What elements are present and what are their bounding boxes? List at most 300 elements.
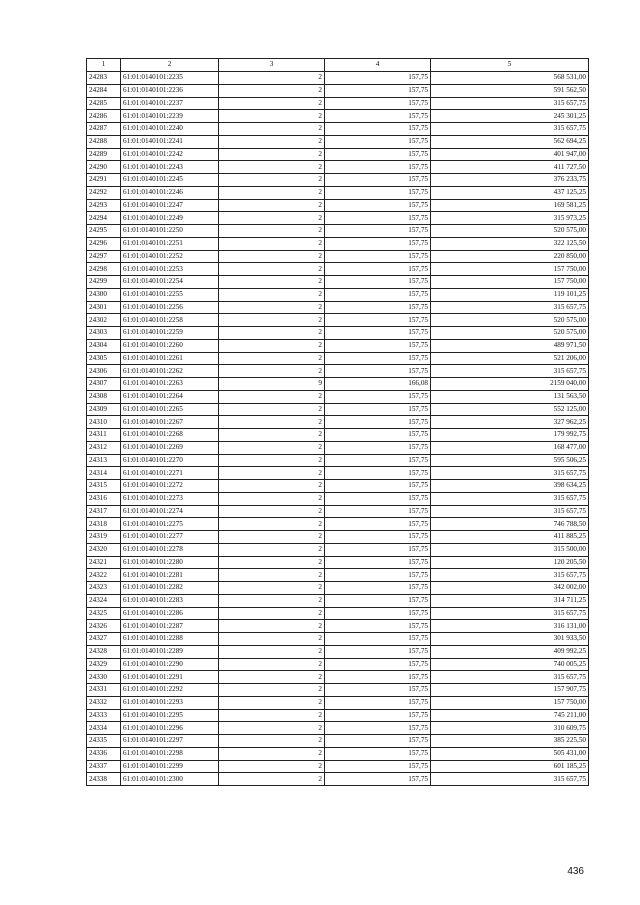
value-cell: 409 992,25 bbox=[431, 645, 589, 658]
cadastral-number-cell: 61:01:0140101:2289 bbox=[121, 645, 219, 658]
cadastral-number-cell: 61:01:0140101:2256 bbox=[121, 301, 219, 314]
cadastral-number-cell: 61:01:0140101:2262 bbox=[121, 365, 219, 378]
count-cell: 2 bbox=[219, 480, 325, 493]
count-cell: 2 bbox=[219, 696, 325, 709]
count-cell: 2 bbox=[219, 212, 325, 225]
count-cell: 2 bbox=[219, 633, 325, 646]
cadastral-number-cell: 61:01:0140101:2274 bbox=[121, 505, 219, 518]
count-cell: 2 bbox=[219, 174, 325, 187]
row-number-cell: 24302 bbox=[87, 314, 121, 327]
value-cell: 520 575,00 bbox=[431, 314, 589, 327]
rate-cell: 157,75 bbox=[325, 684, 431, 697]
table-row bbox=[87, 709, 589, 722]
cadastral-number-cell: 61:01:0140101:2247 bbox=[121, 199, 219, 212]
count-cell: 2 bbox=[219, 72, 325, 85]
value-cell: 301 933,50 bbox=[431, 633, 589, 646]
value-cell: 745 211,00 bbox=[431, 709, 589, 722]
header-row bbox=[87, 59, 589, 72]
cadastral-number-cell: 61:01:0140101:2254 bbox=[121, 276, 219, 289]
count-cell: 2 bbox=[219, 301, 325, 314]
cadastral-number-cell: 61:01:0140101:2296 bbox=[121, 722, 219, 735]
table-row bbox=[87, 301, 589, 314]
count-cell: 2 bbox=[219, 84, 325, 97]
rate-cell: 157,75 bbox=[325, 633, 431, 646]
rate-cell: 157,75 bbox=[325, 301, 431, 314]
row-number-cell: 24334 bbox=[87, 722, 121, 735]
row-number-cell: 24323 bbox=[87, 582, 121, 595]
row-number-cell: 24285 bbox=[87, 97, 121, 110]
table-row bbox=[87, 633, 589, 646]
table-row bbox=[87, 110, 589, 123]
value-cell: 315 657,75 bbox=[431, 671, 589, 684]
table-row bbox=[87, 212, 589, 225]
cadastral-number-cell: 61:01:0140101:2293 bbox=[121, 696, 219, 709]
count-cell: 9 bbox=[219, 378, 325, 391]
column-header-4: 4 bbox=[325, 59, 431, 72]
cadastral-number-cell: 61:01:0140101:2235 bbox=[121, 72, 219, 85]
count-cell: 2 bbox=[219, 454, 325, 467]
table-row bbox=[87, 518, 589, 531]
count-cell: 2 bbox=[219, 607, 325, 620]
row-number-cell: 24333 bbox=[87, 709, 121, 722]
count-cell: 2 bbox=[219, 671, 325, 684]
table-row bbox=[87, 161, 589, 174]
cadastral-number-cell: 61:01:0140101:2281 bbox=[121, 569, 219, 582]
rate-cell: 157,75 bbox=[325, 773, 431, 786]
cadastral-number-cell: 61:01:0140101:2263 bbox=[121, 378, 219, 391]
row-number-cell: 24289 bbox=[87, 148, 121, 161]
rate-cell: 157,75 bbox=[325, 199, 431, 212]
rate-cell: 157,75 bbox=[325, 658, 431, 671]
cadastral-number-cell: 61:01:0140101:2253 bbox=[121, 263, 219, 276]
rate-cell: 157,75 bbox=[325, 263, 431, 276]
row-number-cell: 24332 bbox=[87, 696, 121, 709]
row-number-cell: 24284 bbox=[87, 84, 121, 97]
rate-cell: 157,75 bbox=[325, 365, 431, 378]
table-row bbox=[87, 492, 589, 505]
row-number-cell: 24308 bbox=[87, 390, 121, 403]
row-number-cell: 24310 bbox=[87, 416, 121, 429]
cadastral-number-cell: 61:01:0140101:2287 bbox=[121, 620, 219, 633]
row-number-cell: 24283 bbox=[87, 72, 121, 85]
cadastral-number-cell: 61:01:0140101:2271 bbox=[121, 467, 219, 480]
value-cell: 157 907,75 bbox=[431, 684, 589, 697]
table-row bbox=[87, 97, 589, 110]
value-cell: 521 206,00 bbox=[431, 352, 589, 365]
table-row bbox=[87, 123, 589, 136]
cadastral-number-cell: 61:01:0140101:2273 bbox=[121, 492, 219, 505]
table-row bbox=[87, 416, 589, 429]
count-cell: 2 bbox=[219, 390, 325, 403]
table-row bbox=[87, 288, 589, 301]
table-row bbox=[87, 199, 589, 212]
value-cell: 552 125,00 bbox=[431, 403, 589, 416]
rate-cell: 157,75 bbox=[325, 110, 431, 123]
table-row bbox=[87, 722, 589, 735]
rate-cell: 157,75 bbox=[325, 327, 431, 340]
cadastral-number-cell: 61:01:0140101:2291 bbox=[121, 671, 219, 684]
rate-cell: 157,75 bbox=[325, 276, 431, 289]
row-number-cell: 24295 bbox=[87, 225, 121, 238]
value-cell: 315 657,75 bbox=[431, 505, 589, 518]
value-cell: 437 125,25 bbox=[431, 186, 589, 199]
column-header-5: 5 bbox=[431, 59, 589, 72]
row-number-cell: 24338 bbox=[87, 773, 121, 786]
table-row bbox=[87, 327, 589, 340]
value-cell: 168 477,00 bbox=[431, 441, 589, 454]
count-cell: 2 bbox=[219, 339, 325, 352]
row-number-cell: 24319 bbox=[87, 531, 121, 544]
value-cell: 315 657,75 bbox=[431, 569, 589, 582]
row-number-cell: 24320 bbox=[87, 543, 121, 556]
table-row bbox=[87, 773, 589, 786]
value-cell: 315 500,00 bbox=[431, 543, 589, 556]
cadastral-number-cell: 61:01:0140101:2245 bbox=[121, 174, 219, 187]
cadastral-number-cell: 61:01:0140101:2292 bbox=[121, 684, 219, 697]
table-row bbox=[87, 671, 589, 684]
rate-cell: 157,75 bbox=[325, 543, 431, 556]
cadastral-number-cell: 61:01:0140101:2264 bbox=[121, 390, 219, 403]
rate-cell: 157,75 bbox=[325, 607, 431, 620]
count-cell: 2 bbox=[219, 441, 325, 454]
rate-cell: 157,75 bbox=[325, 518, 431, 531]
rate-cell: 157,75 bbox=[325, 645, 431, 658]
rate-cell: 157,75 bbox=[325, 390, 431, 403]
table-row bbox=[87, 237, 589, 250]
cadastral-number-cell: 61:01:0140101:2255 bbox=[121, 288, 219, 301]
count-cell: 2 bbox=[219, 263, 325, 276]
row-number-cell: 24318 bbox=[87, 518, 121, 531]
count-cell: 2 bbox=[219, 186, 325, 199]
table-row bbox=[87, 607, 589, 620]
row-number-cell: 24327 bbox=[87, 633, 121, 646]
value-cell: 315 657,75 bbox=[431, 301, 589, 314]
rate-cell: 157,75 bbox=[325, 760, 431, 773]
count-cell: 2 bbox=[219, 123, 325, 136]
rate-cell: 157,75 bbox=[325, 594, 431, 607]
table-row bbox=[87, 582, 589, 595]
cadastral-number-cell: 61:01:0140101:2249 bbox=[121, 212, 219, 225]
cadastral-number-cell: 61:01:0140101:2272 bbox=[121, 480, 219, 493]
count-cell: 2 bbox=[219, 161, 325, 174]
rate-cell: 157,75 bbox=[325, 735, 431, 748]
rate-cell: 157,75 bbox=[325, 288, 431, 301]
table-row bbox=[87, 174, 589, 187]
count-cell: 2 bbox=[219, 531, 325, 544]
rate-cell: 157,75 bbox=[325, 174, 431, 187]
rate-cell: 157,75 bbox=[325, 314, 431, 327]
count-cell: 2 bbox=[219, 314, 325, 327]
value-cell: 315 657,75 bbox=[431, 607, 589, 620]
cadastral-number-cell: 61:01:0140101:2241 bbox=[121, 135, 219, 148]
column-header-1: 1 bbox=[87, 59, 121, 72]
property-registry-table bbox=[86, 58, 589, 786]
value-cell: 398 634,25 bbox=[431, 480, 589, 493]
rate-cell: 157,75 bbox=[325, 531, 431, 544]
cadastral-number-cell: 61:01:0140101:2298 bbox=[121, 747, 219, 760]
rate-cell: 157,75 bbox=[325, 467, 431, 480]
value-cell: 315 657,75 bbox=[431, 365, 589, 378]
count-cell: 2 bbox=[219, 747, 325, 760]
value-cell: 489 971,50 bbox=[431, 339, 589, 352]
value-cell: 157 750,00 bbox=[431, 276, 589, 289]
table-row bbox=[87, 365, 589, 378]
row-number-cell: 24296 bbox=[87, 237, 121, 250]
cadastral-number-cell: 61:01:0140101:2260 bbox=[121, 339, 219, 352]
count-cell: 2 bbox=[219, 569, 325, 582]
row-number-cell: 24286 bbox=[87, 110, 121, 123]
row-number-cell: 24294 bbox=[87, 212, 121, 225]
cadastral-number-cell: 61:01:0140101:2283 bbox=[121, 594, 219, 607]
cadastral-number-cell: 61:01:0140101:2267 bbox=[121, 416, 219, 429]
row-number-cell: 24313 bbox=[87, 454, 121, 467]
cadastral-number-cell: 61:01:0140101:2240 bbox=[121, 123, 219, 136]
cadastral-number-cell: 61:01:0140101:2270 bbox=[121, 454, 219, 467]
row-number-cell: 24304 bbox=[87, 339, 121, 352]
count-cell: 2 bbox=[219, 543, 325, 556]
count-cell: 2 bbox=[219, 709, 325, 722]
table-row bbox=[87, 148, 589, 161]
rate-cell: 157,75 bbox=[325, 225, 431, 238]
count-cell: 2 bbox=[219, 594, 325, 607]
row-number-cell: 24317 bbox=[87, 505, 121, 518]
table-row bbox=[87, 505, 589, 518]
row-number-cell: 24322 bbox=[87, 569, 121, 582]
row-number-cell: 24329 bbox=[87, 658, 121, 671]
rate-cell: 157,75 bbox=[325, 454, 431, 467]
value-cell: 601 185,25 bbox=[431, 760, 589, 773]
value-cell: 315 657,75 bbox=[431, 467, 589, 480]
value-cell: 385 225,50 bbox=[431, 735, 589, 748]
row-number-cell: 24325 bbox=[87, 607, 121, 620]
row-number-cell: 24314 bbox=[87, 467, 121, 480]
count-cell: 2 bbox=[219, 582, 325, 595]
row-number-cell: 24305 bbox=[87, 352, 121, 365]
row-number-cell: 24288 bbox=[87, 135, 121, 148]
count-cell: 2 bbox=[219, 518, 325, 531]
value-cell: 120 205,50 bbox=[431, 556, 589, 569]
row-number-cell: 24321 bbox=[87, 556, 121, 569]
row-number-cell: 24290 bbox=[87, 161, 121, 174]
cadastral-number-cell: 61:01:0140101:2242 bbox=[121, 148, 219, 161]
rate-cell: 166,08 bbox=[325, 378, 431, 391]
cadastral-number-cell: 61:01:0140101:2299 bbox=[121, 760, 219, 773]
table-row bbox=[87, 263, 589, 276]
count-cell: 2 bbox=[219, 658, 325, 671]
rate-cell: 157,75 bbox=[325, 722, 431, 735]
value-cell: 520 575,00 bbox=[431, 225, 589, 238]
table-row bbox=[87, 352, 589, 365]
table-row bbox=[87, 620, 589, 633]
table-row bbox=[87, 735, 589, 748]
table-row bbox=[87, 556, 589, 569]
cadastral-number-cell: 61:01:0140101:2237 bbox=[121, 97, 219, 110]
value-cell: 157 750,00 bbox=[431, 263, 589, 276]
table-row bbox=[87, 658, 589, 671]
cadastral-number-cell: 61:01:0140101:2269 bbox=[121, 441, 219, 454]
table-row bbox=[87, 696, 589, 709]
cadastral-number-cell: 61:01:0140101:2286 bbox=[121, 607, 219, 620]
row-number-cell: 24324 bbox=[87, 594, 121, 607]
rate-cell: 157,75 bbox=[325, 339, 431, 352]
cadastral-number-cell: 61:01:0140101:2258 bbox=[121, 314, 219, 327]
row-number-cell: 24330 bbox=[87, 671, 121, 684]
table-row bbox=[87, 186, 589, 199]
table-row bbox=[87, 225, 589, 238]
row-number-cell: 24337 bbox=[87, 760, 121, 773]
rate-cell: 157,75 bbox=[325, 696, 431, 709]
row-number-cell: 24311 bbox=[87, 429, 121, 442]
value-cell: 342 002,00 bbox=[431, 582, 589, 595]
row-number-cell: 24331 bbox=[87, 684, 121, 697]
table-row bbox=[87, 314, 589, 327]
cadastral-number-cell: 61:01:0140101:2297 bbox=[121, 735, 219, 748]
value-cell: 740 005,25 bbox=[431, 658, 589, 671]
cadastral-number-cell: 61:01:0140101:2275 bbox=[121, 518, 219, 531]
rate-cell: 157,75 bbox=[325, 352, 431, 365]
table-header bbox=[87, 59, 589, 72]
table-row bbox=[87, 645, 589, 658]
row-number-cell: 24326 bbox=[87, 620, 121, 633]
count-cell: 2 bbox=[219, 352, 325, 365]
value-cell: 401 947,00 bbox=[431, 148, 589, 161]
table-row bbox=[87, 378, 589, 391]
cadastral-number-cell: 61:01:0140101:2252 bbox=[121, 250, 219, 263]
rate-cell: 157,75 bbox=[325, 123, 431, 136]
rate-cell: 157,75 bbox=[325, 492, 431, 505]
value-cell: 315 973,25 bbox=[431, 212, 589, 225]
table-row bbox=[87, 72, 589, 85]
value-cell: 315 657,75 bbox=[431, 492, 589, 505]
count-cell: 2 bbox=[219, 327, 325, 340]
rate-cell: 157,75 bbox=[325, 186, 431, 199]
value-cell: 322 125,50 bbox=[431, 237, 589, 250]
value-cell: 315 657,75 bbox=[431, 97, 589, 110]
column-header-3: 3 bbox=[219, 59, 325, 72]
count-cell: 2 bbox=[219, 505, 325, 518]
cadastral-number-cell: 61:01:0140101:2280 bbox=[121, 556, 219, 569]
table-row bbox=[87, 684, 589, 697]
count-cell: 2 bbox=[219, 199, 325, 212]
count-cell: 2 bbox=[219, 429, 325, 442]
cadastral-number-cell: 61:01:0140101:2265 bbox=[121, 403, 219, 416]
rate-cell: 157,75 bbox=[325, 97, 431, 110]
table-row bbox=[87, 441, 589, 454]
table-row bbox=[87, 480, 589, 493]
rate-cell: 157,75 bbox=[325, 620, 431, 633]
table-body bbox=[87, 72, 589, 786]
cadastral-number-cell: 61:01:0140101:2236 bbox=[121, 84, 219, 97]
row-number-cell: 24292 bbox=[87, 186, 121, 199]
row-number-cell: 24287 bbox=[87, 123, 121, 136]
row-number-cell: 24299 bbox=[87, 276, 121, 289]
cadastral-number-cell: 61:01:0140101:2295 bbox=[121, 709, 219, 722]
value-cell: 411 885,25 bbox=[431, 531, 589, 544]
cadastral-number-cell: 61:01:0140101:2278 bbox=[121, 543, 219, 556]
table-row bbox=[87, 569, 589, 582]
rate-cell: 157,75 bbox=[325, 556, 431, 569]
table-row bbox=[87, 747, 589, 760]
cadastral-number-cell: 61:01:0140101:2239 bbox=[121, 110, 219, 123]
cadastral-number-cell: 61:01:0140101:2250 bbox=[121, 225, 219, 238]
count-cell: 2 bbox=[219, 416, 325, 429]
count-cell: 2 bbox=[219, 492, 325, 505]
count-cell: 2 bbox=[219, 276, 325, 289]
rate-cell: 157,75 bbox=[325, 72, 431, 85]
count-cell: 2 bbox=[219, 110, 325, 123]
rate-cell: 157,75 bbox=[325, 84, 431, 97]
row-number-cell: 24298 bbox=[87, 263, 121, 276]
value-cell: 568 531,00 bbox=[431, 72, 589, 85]
cadastral-number-cell: 61:01:0140101:2268 bbox=[121, 429, 219, 442]
value-cell: 595 506,25 bbox=[431, 454, 589, 467]
row-number-cell: 24312 bbox=[87, 441, 121, 454]
cadastral-number-cell: 61:01:0140101:2290 bbox=[121, 658, 219, 671]
row-number-cell: 24301 bbox=[87, 301, 121, 314]
value-cell: 245 301,25 bbox=[431, 110, 589, 123]
table-row bbox=[87, 135, 589, 148]
cadastral-number-cell: 61:01:0140101:2277 bbox=[121, 531, 219, 544]
row-number-cell: 24291 bbox=[87, 174, 121, 187]
table-row bbox=[87, 531, 589, 544]
cadastral-number-cell: 61:01:0140101:2246 bbox=[121, 186, 219, 199]
cadastral-number-cell: 61:01:0140101:2259 bbox=[121, 327, 219, 340]
rate-cell: 157,75 bbox=[325, 250, 431, 263]
count-cell: 2 bbox=[219, 365, 325, 378]
value-cell: 316 131,00 bbox=[431, 620, 589, 633]
row-number-cell: 24336 bbox=[87, 747, 121, 760]
count-cell: 2 bbox=[219, 735, 325, 748]
value-cell: 119 101,25 bbox=[431, 288, 589, 301]
row-number-cell: 24306 bbox=[87, 365, 121, 378]
value-cell: 591 562,50 bbox=[431, 84, 589, 97]
row-number-cell: 24307 bbox=[87, 378, 121, 391]
value-cell: 157 750,00 bbox=[431, 696, 589, 709]
value-cell: 327 962,25 bbox=[431, 416, 589, 429]
value-cell: 169 581,25 bbox=[431, 199, 589, 212]
table-row bbox=[87, 84, 589, 97]
value-cell: 505 431,00 bbox=[431, 747, 589, 760]
value-cell: 376 233,75 bbox=[431, 174, 589, 187]
table-row bbox=[87, 403, 589, 416]
cadastral-number-cell: 61:01:0140101:2261 bbox=[121, 352, 219, 365]
rate-cell: 157,75 bbox=[325, 441, 431, 454]
count-cell: 2 bbox=[219, 148, 325, 161]
table-row bbox=[87, 760, 589, 773]
row-number-cell: 24316 bbox=[87, 492, 121, 505]
count-cell: 2 bbox=[219, 403, 325, 416]
table-row bbox=[87, 543, 589, 556]
count-cell: 2 bbox=[219, 556, 325, 569]
row-number-cell: 24293 bbox=[87, 199, 121, 212]
cadastral-number-cell: 61:01:0140101:2251 bbox=[121, 237, 219, 250]
count-cell: 2 bbox=[219, 760, 325, 773]
rate-cell: 157,75 bbox=[325, 505, 431, 518]
row-number-cell: 24328 bbox=[87, 645, 121, 658]
count-cell: 2 bbox=[219, 237, 325, 250]
rate-cell: 157,75 bbox=[325, 135, 431, 148]
value-cell: 179 992,75 bbox=[431, 429, 589, 442]
value-cell: 520 575,00 bbox=[431, 327, 589, 340]
value-cell: 310 609,75 bbox=[431, 722, 589, 735]
rate-cell: 157,75 bbox=[325, 148, 431, 161]
value-cell: 562 694,25 bbox=[431, 135, 589, 148]
count-cell: 2 bbox=[219, 225, 325, 238]
value-cell: 411 727,50 bbox=[431, 161, 589, 174]
value-cell: 314 711,25 bbox=[431, 594, 589, 607]
rate-cell: 157,75 bbox=[325, 582, 431, 595]
rate-cell: 157,75 bbox=[325, 237, 431, 250]
